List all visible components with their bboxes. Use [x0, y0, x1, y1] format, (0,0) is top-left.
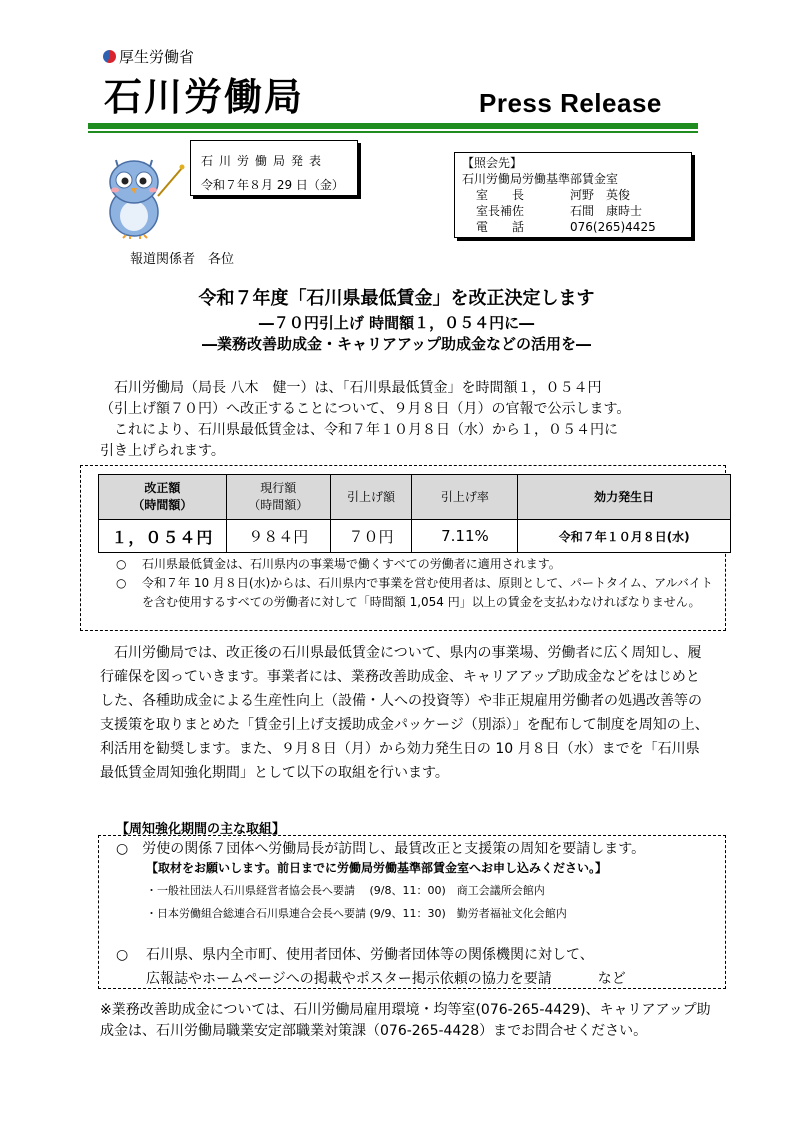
header-new-amount: [99, 475, 227, 520]
header-current-amount: [226, 475, 330, 520]
contact-row: [462, 219, 691, 235]
note-bullet: ○: [116, 576, 127, 590]
intro-paragraph: [100, 378, 725, 462]
contact-row: [462, 187, 691, 203]
press-coverage-request: 【取材をお願いします。前日までに労働局労働基準部賃金室へお申し込みください。】: [146, 861, 608, 875]
contact-role: 室 長: [476, 188, 525, 202]
measure-item-2: [116, 943, 716, 991]
announcement-org: 石川労働局発表: [201, 154, 328, 168]
header-text: 改正額: [144, 481, 181, 495]
contact-heading: 【照会先】: [462, 156, 523, 170]
contact-role: 室長補佐: [476, 204, 525, 218]
body-paragraph: [100, 641, 712, 785]
intro-line: （引上げ額７０円）へ改正することについて、９月８日（月）の官報で公示します。: [100, 401, 631, 417]
measure-bullet: ○: [116, 947, 129, 963]
press-release-label: Press Release: [479, 88, 662, 118]
contact-person: 河野 英俊: [570, 188, 631, 202]
owl-mascot-icon: [96, 150, 188, 240]
intro-line: 石川労働局（局長 八木 健一）は、「石川県最低賃金」を時間額１，０５４円: [114, 380, 602, 396]
ministry-header: [103, 46, 194, 67]
visit-schedule-item: ・日本労働組合総連合石川県連合会長へ要請 (9/9、11：30) 勤労者福祉文化会館内: [146, 907, 567, 920]
contact-row: [462, 203, 691, 219]
ministry-logo-icon: [103, 50, 116, 63]
note-text: 石川県最低賃金は、石川県内の事業場で働くすべての労働者に適用されます。: [142, 557, 561, 571]
new-wage-cell: １，０５４円: [99, 520, 227, 553]
header-increase: 引上げ額: [330, 475, 412, 520]
note-text: 令和７年 10 月８日(水)からは、石川県内で事業を営む使用者は、原則として、パートタイム、アルバイトを含む使用するすべての労働者に対して「時間額 1,054 円」以上の賃金を支払わなければなりません。: [142, 576, 713, 609]
wage-table: [98, 474, 731, 553]
ministry-name: 厚生労働省: [119, 48, 195, 66]
header-text: （時間額）: [132, 498, 193, 512]
intro-line: 引き上げられます。: [100, 443, 225, 459]
note-bullet: ○: [116, 557, 127, 571]
contact-dept: 石川労働局労働基準部賃金室: [462, 172, 619, 186]
contact-person: 石間 康時士: [570, 204, 643, 218]
table-header-row: [99, 475, 731, 520]
current-wage-cell: ９８４円: [226, 520, 330, 553]
header-effective-date: 効力発生日: [518, 475, 731, 520]
measure-tail: など: [597, 971, 626, 987]
measure-item-1: ○ 労使の関係７団体へ労働局長が訪問し、最賃改正と支援策の周知を要請します。: [116, 841, 646, 857]
measure-text: 広報誌やホームページへの掲載やポスター掲示依頼の協力を要請: [146, 971, 552, 987]
rate-cell: 7.11%: [412, 520, 518, 553]
header-text: 現行額: [260, 481, 297, 495]
table-row: [99, 520, 731, 553]
subtitle-1: ―７０円引上げ 時間額１，０５４円に―: [258, 314, 535, 332]
page-title: 令和７年度「石川県最低賃金」を改正決定します: [198, 288, 595, 309]
note-item: [116, 574, 716, 612]
intro-line: これにより、石川県最低賃金は、令和７年１０月８日（水）から１，０５４円に: [114, 422, 618, 438]
effective-date-cell: 令和７年１０月８日(水): [518, 520, 731, 553]
note-item: [116, 555, 716, 574]
announcement-box: [190, 140, 358, 196]
contact-role: 電 話: [476, 220, 525, 234]
bureau-name: 石川労働局: [104, 75, 305, 119]
increase-cell: ７０円: [330, 520, 412, 553]
measure-text: 石川県、県内全市町、使用者団体、労働者団体等の関係機関に対して、: [146, 947, 594, 963]
header-text: （時間額）: [248, 498, 309, 512]
body-text: 石川労働局では、改正後の石川県最低賃金について、県内の事業場、労働者に広く周知し、履行確保を図っていきます。事業者には、業務改善助成金、キャリアアップ助成金などをはじめとした、各種助成金による生産性向上（設備・人への投資等）や非正規雇用労働者の処遇改善等の支援策を取りまとめた「賃金引上げ支援助成金パッケージ（別添）」を配布して制度を周知の上、利活用を勧奨します。また、９月８日（月）から効力発生日の 10 月８日（水）までを「石川県最低賃金周知強化期間」として以下の取組を行います。: [100, 645, 709, 781]
announcement-date: 令和７年８月 29 日（金）: [201, 178, 344, 192]
contact-box: [454, 152, 692, 238]
contact-phone: 076(265)4425: [570, 220, 656, 234]
footer-note: ※業務改善助成金については、石川労働局雇用環境・均等室(076-265-4429)、キャリアアップ助成金は、石川労働局職業安定部職業対策課（076-265-4428）までお問合せください。: [100, 1002, 711, 1039]
subtitle-2: ―業務改善助成金・キャリアアップ助成金などの活用を―: [202, 335, 591, 353]
measures-heading: 【周知強化期間の主な取組】: [116, 822, 286, 837]
header-rule-thin: [88, 131, 698, 133]
header-rule: [88, 123, 698, 129]
wage-notes: [116, 555, 716, 612]
recipients: 報道関係者 各位: [130, 252, 235, 267]
visit-schedule-item: ・一般社団法人石川県経営者協会長へ要請 (9/8、11：00) 商工会議所会館内: [146, 884, 545, 897]
header-rate: 引上げ率: [412, 475, 518, 520]
